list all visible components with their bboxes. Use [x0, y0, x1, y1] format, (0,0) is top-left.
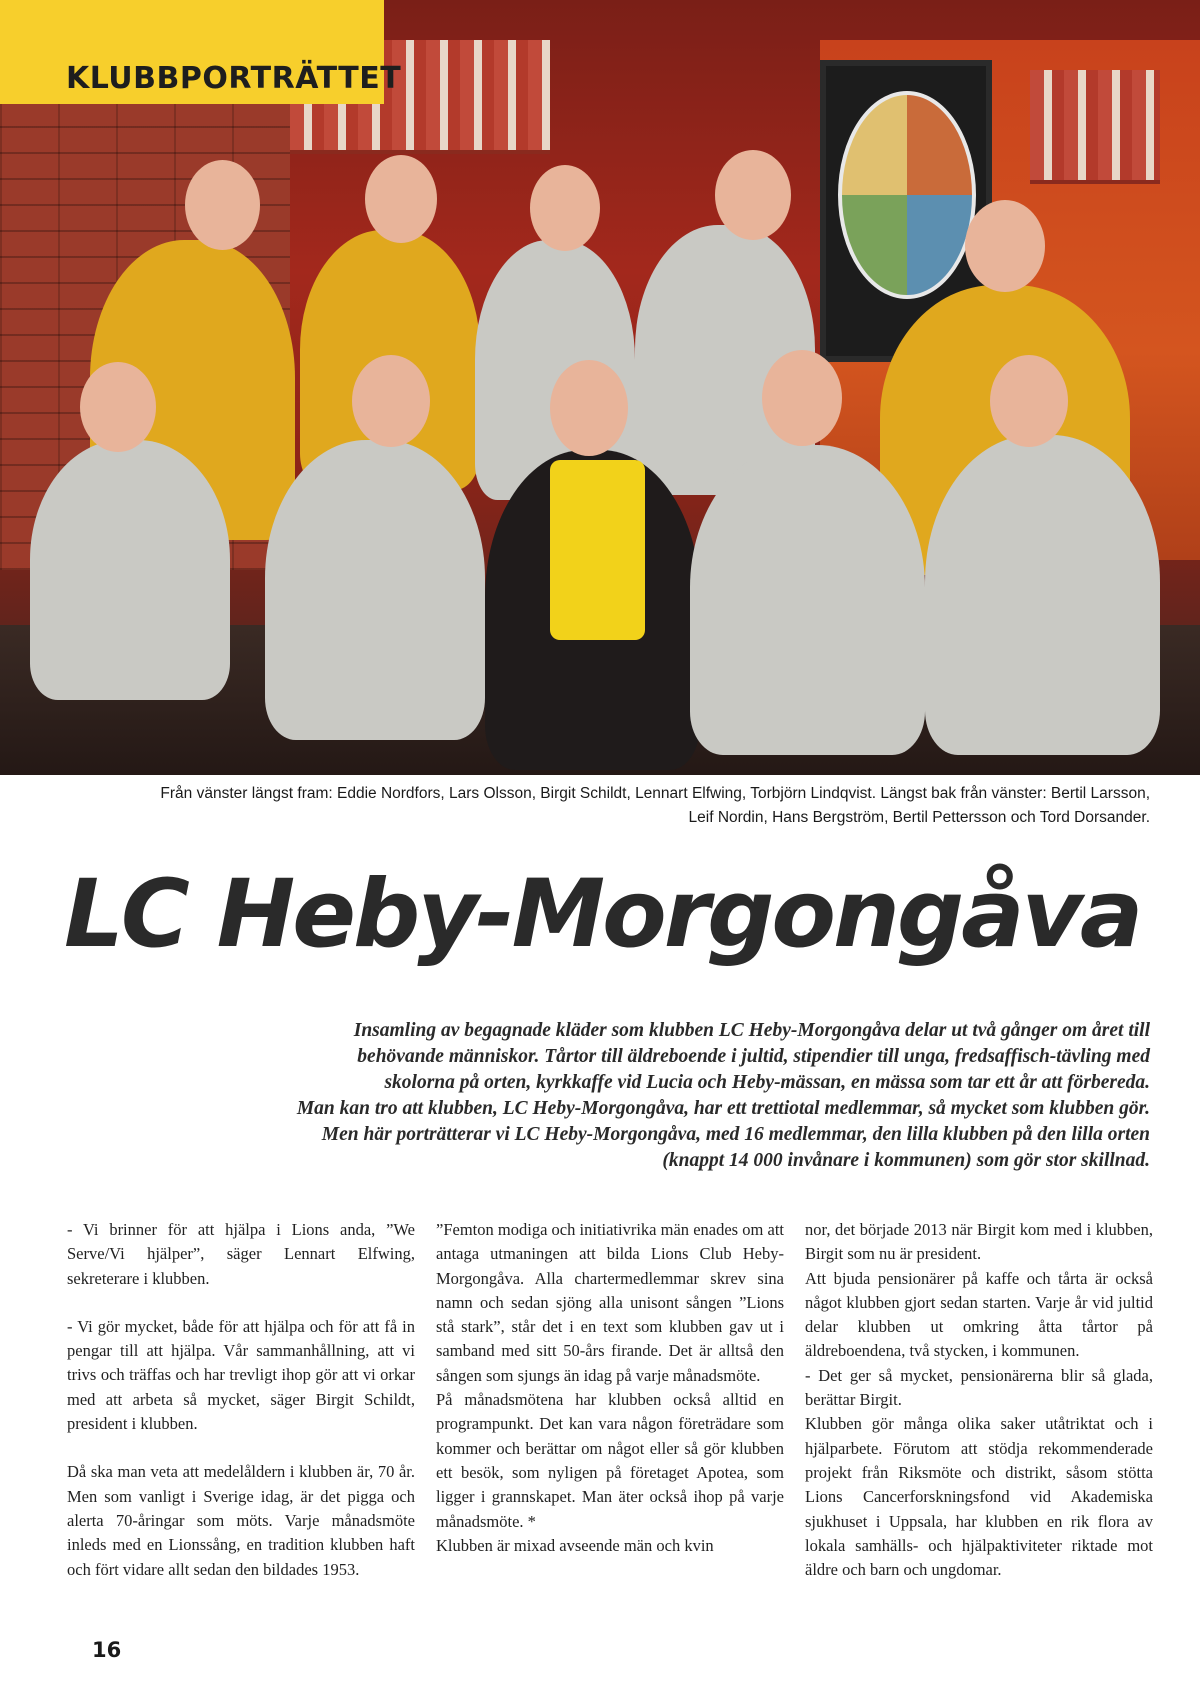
- face: [990, 355, 1068, 447]
- lead-line: Men här porträtterar vi LC Heby-Morgongåva, med 16 medlemmar, den lilla klubben på den lilla orten: [321, 1124, 1150, 1145]
- curtain: [1030, 70, 1160, 184]
- face: [365, 155, 437, 243]
- face: [352, 355, 430, 447]
- paragraph: Att bjuda pensionärer på kaffe och tårta är också något klubben gjort sedan starten. Varje år vid jultid delar klubben ut omkring åtta tårtor på äldreboendena, två stycken, i kommunen.: [805, 1268, 1153, 1361]
- paragraph: Då ska man veta att medelåldern i klubben är, 70 år. Men som vanligt i Sverige idag, är det pigga och alerta 70-åringar som möts. Varje månadsmöte inleds med en Lionssång, en tradition klubben haft och fört vidare allt sedan den bildades 1953.: [67, 1462, 415, 1579]
- face: [530, 165, 600, 251]
- clock-painting: [838, 91, 976, 299]
- article-lead: [80, 1018, 1150, 1174]
- paragraph: På månadsmötena har klubben också alltid en programpunkt. Det kan vara någon företrädare som kommer och berättar om något eller så gör klubben ett besök, som nyligen på företaget Apotea, som ligger i grannskapet. Man äter också ihop på varje månadsmöte. *: [436, 1390, 784, 1531]
- lead-line: (knappt 14 000 invånare i kommunen) som gör stor skillnad.: [662, 1150, 1150, 1171]
- person-front-1: [30, 440, 230, 700]
- paragraph: nor, det började 2013 när Birgit kom med i klubben, Birgit som nu är president.: [805, 1220, 1153, 1264]
- paragraph: ”Femton modiga och initiativrika män enades om att antaga utmaningen att bilda Lions Club Heby-Morgongåva. Alla chartermedlemmar skrev sina namn och sedan sjöng alla unisont sången ”Lions stå stark”, står det i en text som klubben gav ut i samband med sitt 50-års firande. Det är alltså den sången som sjungs än idag på varje månadsmöte.: [436, 1220, 784, 1385]
- photo-caption: [60, 782, 1150, 830]
- paragraph: - Vi brinner för att hjälpa i Lions anda, ”We Serve/Vi hjälper”, säger Lennart Elfwing, sekreterare i klubben.: [67, 1220, 415, 1288]
- lead-line: Insamling av begagnade kläder som klubben LC Heby-Morgongåva delar ut två gånger om året till: [353, 1020, 1150, 1041]
- paragraph: - Vi gör mycket, både för att hjälpa och för att få in pengar till att hjälpa. Vår sammanhållning, att vi trivs och träffas och har trevligt ihop gör att vi orkar med att arbeta så mycket, säger Birgit Schildt, president i klubben.: [67, 1316, 415, 1434]
- face: [965, 200, 1045, 292]
- lead-line: behövande människor. Tårtor till äldreboende i jultid, stipendier till unga, fredsaffisch-tävling med: [357, 1046, 1150, 1067]
- face: [550, 360, 628, 456]
- person-front-5: [925, 435, 1160, 755]
- article-headline: LC Heby-Morgongåva: [64, 860, 1141, 969]
- lead-line: skolorna på orten, kyrkkaffe vid Lucia och Heby-mässan, en mässa som tar ett år att förbereda.: [384, 1072, 1150, 1093]
- caption-line: Från vänster längst fram: Eddie Nordfors, Lars Olsson, Birgit Schildt, Lennart Elfwing, Torbjörn Lindqvist. Längst bak från vänster: Bertil Larsson,: [160, 785, 1150, 802]
- lead-line: Man kan tro att klubben, LC Heby-Morgongåva, har ett trettiotal medlemmar, så mycket som klubben gör.: [296, 1098, 1150, 1119]
- face: [80, 362, 156, 452]
- paragraph: Klubben är mixad avseende män och kvin: [436, 1535, 714, 1555]
- section-badge: [0, 0, 402, 104]
- face: [185, 160, 260, 250]
- person-front-4: [690, 445, 925, 755]
- body-column-3: [805, 1218, 1153, 1582]
- body-column-1: [67, 1218, 415, 1582]
- body-column-2: [436, 1218, 784, 1558]
- face: [715, 150, 791, 240]
- page-number: 16: [92, 1638, 122, 1662]
- caption-line: Leif Nordin, Hans Bergström, Bertil Pettersson och Tord Dorsander.: [688, 809, 1150, 826]
- paragraph: - Det ger så mycket, pensionärerna blir så glada, berättar Birgit.: [805, 1365, 1153, 1410]
- yellow-top: [550, 460, 645, 640]
- face: [762, 350, 842, 446]
- person-front-2: [265, 440, 485, 740]
- section-label: KLUBBPORTRÄTTET: [66, 61, 402, 96]
- group-photo: [0, 0, 1200, 775]
- paragraph: Klubben gör många olika saker utåtriktat och i hjälparbete. Förutom att stödja rekommenderade projekt från Riksmöte och distrikt, såsom stötta Lions Cancerforskningsfond vid Akademiska sjukhuset i Uppsala, har klubben en rik flora av lokala samhälls- och hjälpaktiviteter riktade mot äldre och barn och ungdomar.: [805, 1414, 1153, 1580]
